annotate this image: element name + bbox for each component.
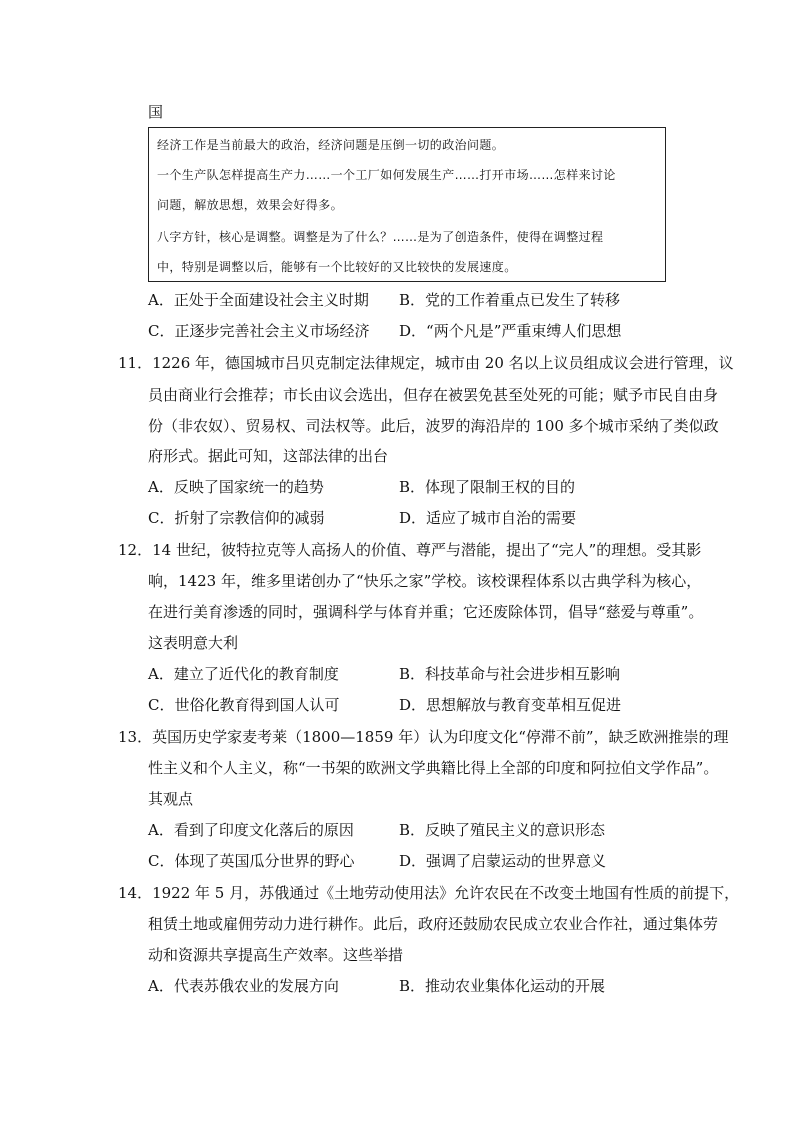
q10-option-b[interactable]: B．党的工作着重点已发生了转移 [399,291,621,309]
q11-stem-line: 11．1226 年，德国城市吕贝克制定法律规定，城市由 20 名以上议员组成议会进行管理，议 [118,354,734,372]
q12-option-a[interactable]: A．建立了近代化的教育制度 [148,665,339,683]
q12-option-b[interactable]: B．科技革命与社会进步相互影响 [399,665,621,683]
q14-stem-line: 14．1922 年 5 月，苏俄通过《土地劳动使用法》允许农民在不改变土地国有性质的前提下， [118,884,740,902]
q11-stem-line: 份（非农奴）、贸易权、司法权等。此后，波罗的海沿岸的 100 多个城市采纳了类似政 [148,417,719,435]
q13-stem-line: 其观点 [148,790,194,808]
q10-option-a[interactable]: A．正处于全面建设社会主义时期 [148,291,369,309]
q11-option-c[interactable]: C．折射了宗教信仰的减弱 [148,509,325,527]
q11-stem-line: 员由商业行会推荐；市长由议会选出，但存在被罢免甚至处死的可能；赋予市民自由身 [148,386,719,404]
q13-option-d[interactable]: D．强调了启蒙运动的世界意义 [399,852,607,870]
q12-stem-line: 12．14 世纪，彼特拉克等人高扬人的价值、尊严与潜能，提出了“完人”的理想。受其影 [118,541,702,559]
q10-quote-line: 中，特别是调整以后，能够有一个比较好的又比较快的发展速度。 [157,260,517,274]
q14-option-a[interactable]: A．代表苏俄农业的发展方向 [148,977,339,995]
q13-option-c[interactable]: C．体现了英国瓜分世界的野心 [148,852,355,870]
q12-stem-line: 这表明意大利 [148,634,239,652]
q10-quote-line: 八字方针，核心是调整。调整是为了什么？……是为了创造条件，使得在调整过程 [157,230,604,244]
q10-stem-tail: 国 [148,103,164,121]
q14-stem-line: 租赁土地或雇佣劳动力进行耕作。此后，政府还鼓励农民成立农业合作社，通过集体劳 [148,915,719,933]
q12-stem-line: 在进行美育渗透的同时，强调科学与体育并重；它还废除体罚，倡导“慈爱与尊重”。 [148,603,704,621]
q11-option-d[interactable]: D．适应了城市自治的需要 [399,509,577,527]
q11-option-b[interactable]: B．体现了限制王权的目的 [399,478,576,496]
q10-option-d[interactable]: D．“两个凡是”严重束缚人们思想 [399,322,622,340]
q12-stem-line: 响，1423 年，维多里诺创办了“快乐之家”学校。该校课程体系以古典学科为核心， [148,572,702,590]
q13-stem-line: 13．英国历史学家麦考莱（1800—1859 年）认为印度文化“停滞不前”，缺乏欧洲推崇的理 [118,728,729,746]
q10-quote-line: 一个生产队怎样提高生产力……一个工厂如何发展生产……打开市场……怎样来讨论 [157,168,616,182]
q13-stem-line: 性主义和个人主义，称“一书架的欧洲文学典籍比得上全部的印度和阿拉伯文学作品”。 [148,759,719,777]
q14-option-b[interactable]: B．推动农业集体化运动的开展 [399,977,606,995]
q11-stem-line: 府形式。据此可知，这部法律的出台 [148,447,389,465]
q12-option-c[interactable]: C．世俗化教育得到国人认可 [148,696,340,714]
q10-quote-line: 经济工作是当前最大的政治，经济问题是压倒一切的政治问题。 [157,138,505,152]
q13-option-a[interactable]: A．看到了印度文化落后的原因 [148,821,354,839]
q10-quote-line: 问题，解放思想，效果会好得多。 [157,198,344,212]
q10-quote-box [148,127,666,282]
q13-option-b[interactable]: B．反映了殖民主义的意识形态 [399,821,606,839]
q10-option-c[interactable]: C．正逐步完善社会主义市场经济 [148,322,370,340]
q14-stem-line: 动和资源共享提高生产效率。这些举措 [148,946,404,964]
q11-option-a[interactable]: A．反映了国家统一的趋势 [148,478,324,496]
q12-option-d[interactable]: D．思想解放与教育变革相互促进 [399,696,622,714]
